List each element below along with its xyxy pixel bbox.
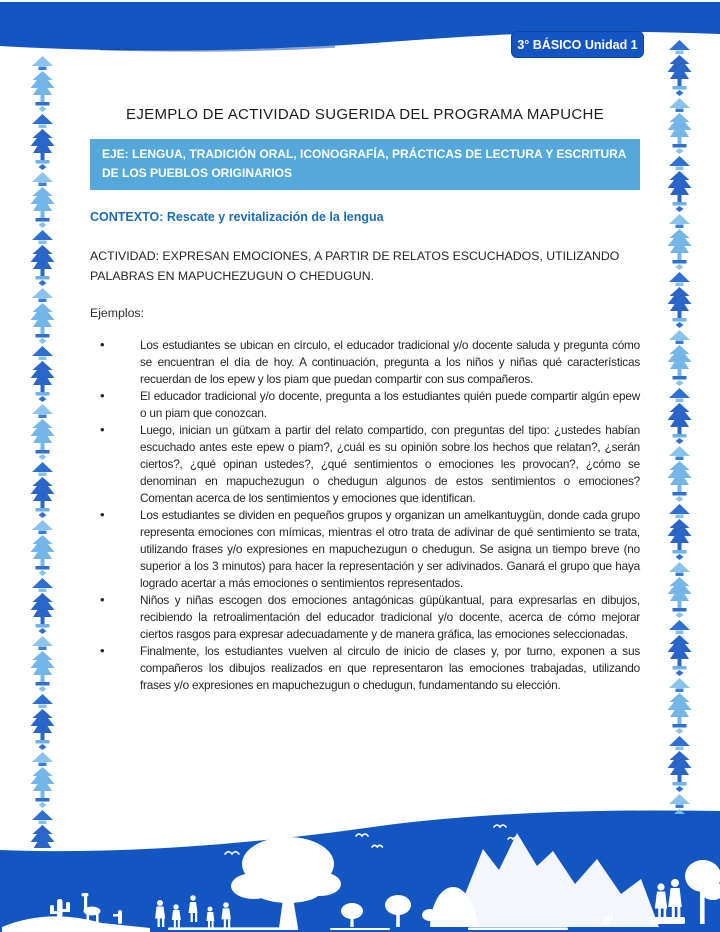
ejemplos-label: Ejemplos: [90,305,144,320]
list-item: • Finalmente, los estudiantes vuelven al circulo de inicio de clases y, por turno, exponen a sus compañeros los dibujos realizados en que representaron las emociones trabajadas, utilizando frases y/o expresiones en mapuchezugun o chedugun, fundamentando su elección. [90,643,640,694]
list-item: • Los estudiantes se dividen en pequeños grupos y organizan un amelkantuygün, donde cada grupo representa emociones con mímicas, mientras el otro trata de adivinar de qué sentimiento se trata, utilizando frases y/o expresiones en mapuchezugun o chedugun. Se asigna un tiempo breve (no superior a los 3 minutos) para hacer la representación y ser adivinados. Ganará el grupo que haya logrado acertar a más emociones o sentimientos representados. [90,507,640,592]
document-body [90,0,640,694]
list-item: • El educador tradicional y/o docente, pregunta a los estudiantes quién puede compartir algún epew o un piam que conozcan. [90,388,640,422]
list-item: • Luego, inician un gütxam a partir del relato compartido, con preguntas del tipo: ¿ustedes habían escuchado antes este epew o piam?, ¿cuál es su opinión sobre los hechos que relatan?, ¿serán ciertos?, ¿qué opinan ustedes?, ¿qué sentimientos o emociones les provocan?, ¿cómo se denominan en mapuchezugun o chedugun algunos de estos sentimientos o emociones? Comentan acerca de los sentimientos y emociones que identifican. [90,422,640,507]
list-item: • Los estudiantes se ubican en círculo, el educador tradicional y/o docente saluda y pregunta cómo se encuentran el día de hoy. A continuación, pregunta a los niños y niñas qué características recuerdan de los epew y los piam que puedan compartir con sus compañeros. [90,337,640,388]
footer-landscape-illustration [0,794,720,932]
eje-banner: EJE: LENGUA, TRADICIÓN ORAL, ICONOGRAFÍA, PRÁCTICAS DE LECTURA Y ESCRITURA DE LOS PUEBLOS ORIGINARIOS [90,139,640,190]
actividad-line: ACTIVIDAD: EXPRESAN EMOCIONES, A PARTIR DE RELATOS ESCUCHADOS, UTILIZANDO PALABRAS EN MAPUCHEZUGUN O CHEDUGUN. [90,248,620,283]
activity-steps-list [90,337,640,694]
unit-badge: 3° BÁSICO Unidad 1 [511,31,644,58]
decorative-border-left [29,54,57,848]
list-item: • Niños y niñas escogen dos emociones antagónicas güpükantual, para expresarlas en dibujos, recibiendo la retroalimentación del educador tradicional y/o docente, acerca de cómo mejorar ciertos rasgos para expresar adecuadamente y de manera gráfica, las emociones seleccionadas. [90,592,640,643]
page-title: EJEMPLO DE ACTIVIDAD SUGERIDA DEL PROGRAMA MAPUCHE [126,106,604,123]
decorative-border-right [666,38,694,814]
contexto-line: CONTEXTO: Rescate y revitalización de la lengua [90,209,384,224]
